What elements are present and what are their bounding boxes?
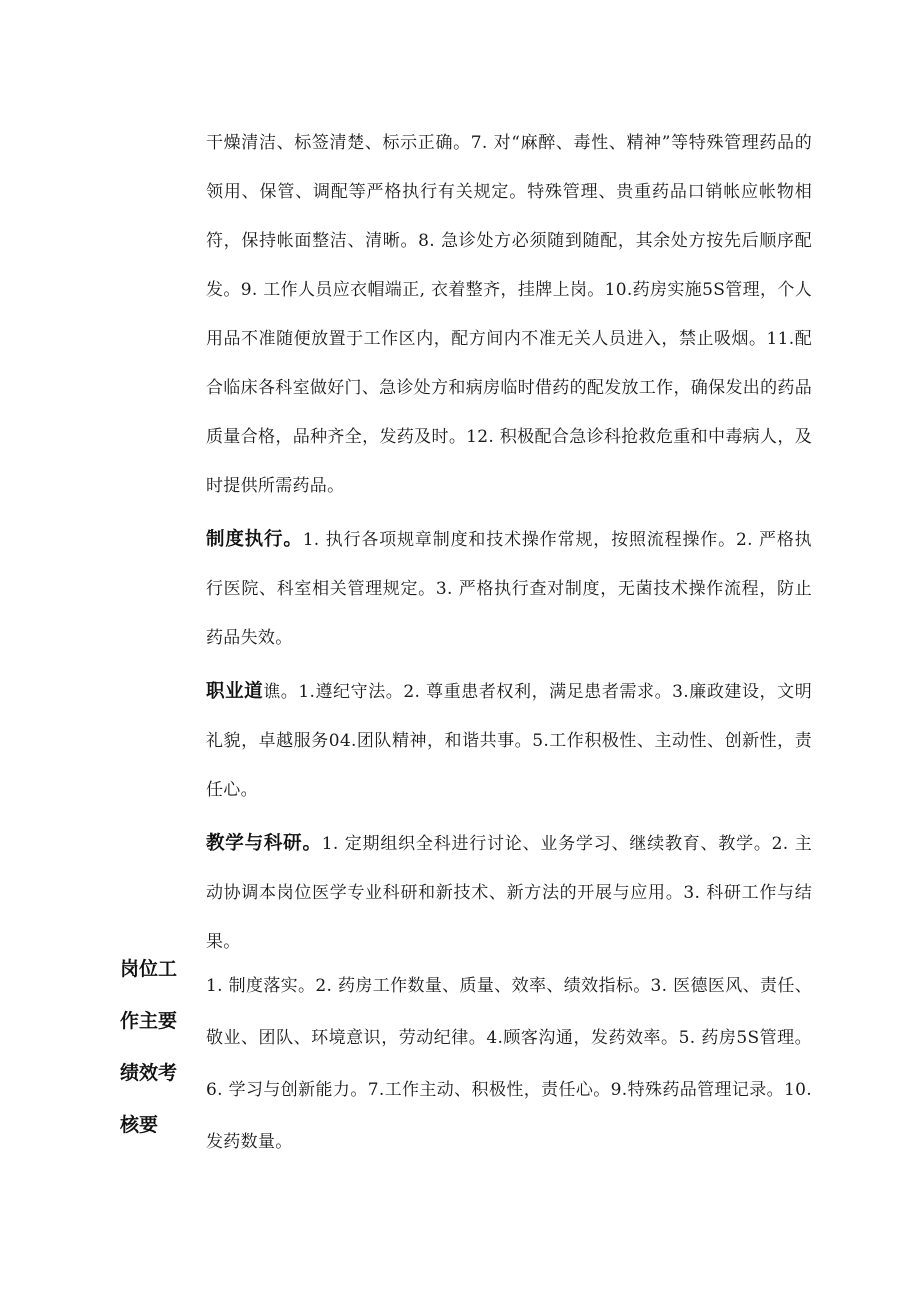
teaching-research-heading: 教学与科研。 (206, 833, 322, 854)
professional-ethics-body: 谯。1.遵纪守法。2. 尊重患者权利，满足患者需求。3.廉政建设，文明礼貌，卓越服务04.团队精神，和谐共事。5.工作积极性、主动性、创新性，责任心。 (206, 682, 813, 800)
performance-assessment-label (120, 943, 190, 1151)
label-line: 核要 (120, 1114, 159, 1136)
performance-assessment-body: 1. 制度落实。2. 药房工作数量、质量、效率、绩效指标。3. 医德医风、责任、敬业、团队、环境意识，劳动纪律。4.顾客沟通，发药效率。5. 药房5S管理。6. 学习与创新能力。7.工作主动、积极性，责任心。9.特殊药品管理记录。10.发药数量。 (206, 976, 812, 1152)
duties-content (206, 119, 812, 967)
professional-ethics-heading: 职业道 (206, 681, 264, 702)
label-line: 岗位工 (120, 958, 178, 980)
label-line: 作主要 (120, 1010, 178, 1032)
system-execution-section (206, 515, 812, 663)
intro-paragraph: 干燥清洁、标签清楚、标示正确。7. 对“麻醉、毒性、精神”等特殊管理药品的领用、保管、调配等严格执行有关规定。特殊管理、贵重药品口销帐应帐物相符，保持帐面整洁、清晰。8. 急诊处方必须随到随配，其余处方按先后顺序配发。9. 工作人员应衣帽端正, 衣着整齐，挂牌上岗。10.药房实施5S管理，个人用品不准随便放置于工作区内，配方间内不准无关人员进入，禁止吸烟。11.配合临床各科室做好门、急诊处方和病房临时借药的配发放工作，确保发出的药品质量合格，品种齐全，发药及时。12. 积极配合急诊科抢救危重和中毒病人，及时提供所需药品。 (206, 133, 812, 496)
professional-ethics-section (206, 667, 812, 815)
teaching-research-body: 1. 定期组织全科进行讨论、业务学习、继续教育、教学。2. 主动协调本岗位医学专业科研和新技术、新方法的开展与应用。3. 科研工作与结果。 (206, 834, 812, 952)
system-execution-body: 1. 执行各项规章制度和技术操作常规，按照流程操作。2. 严格执行医院、科室相关管理规定。3. 严格执行查对制度，无菌技术操作流程，防止药品失效。 (206, 530, 812, 648)
label-line: 绩效考 (120, 1062, 178, 1084)
teaching-research-section (206, 819, 812, 967)
system-execution-heading: 制度执行。 (206, 529, 303, 550)
